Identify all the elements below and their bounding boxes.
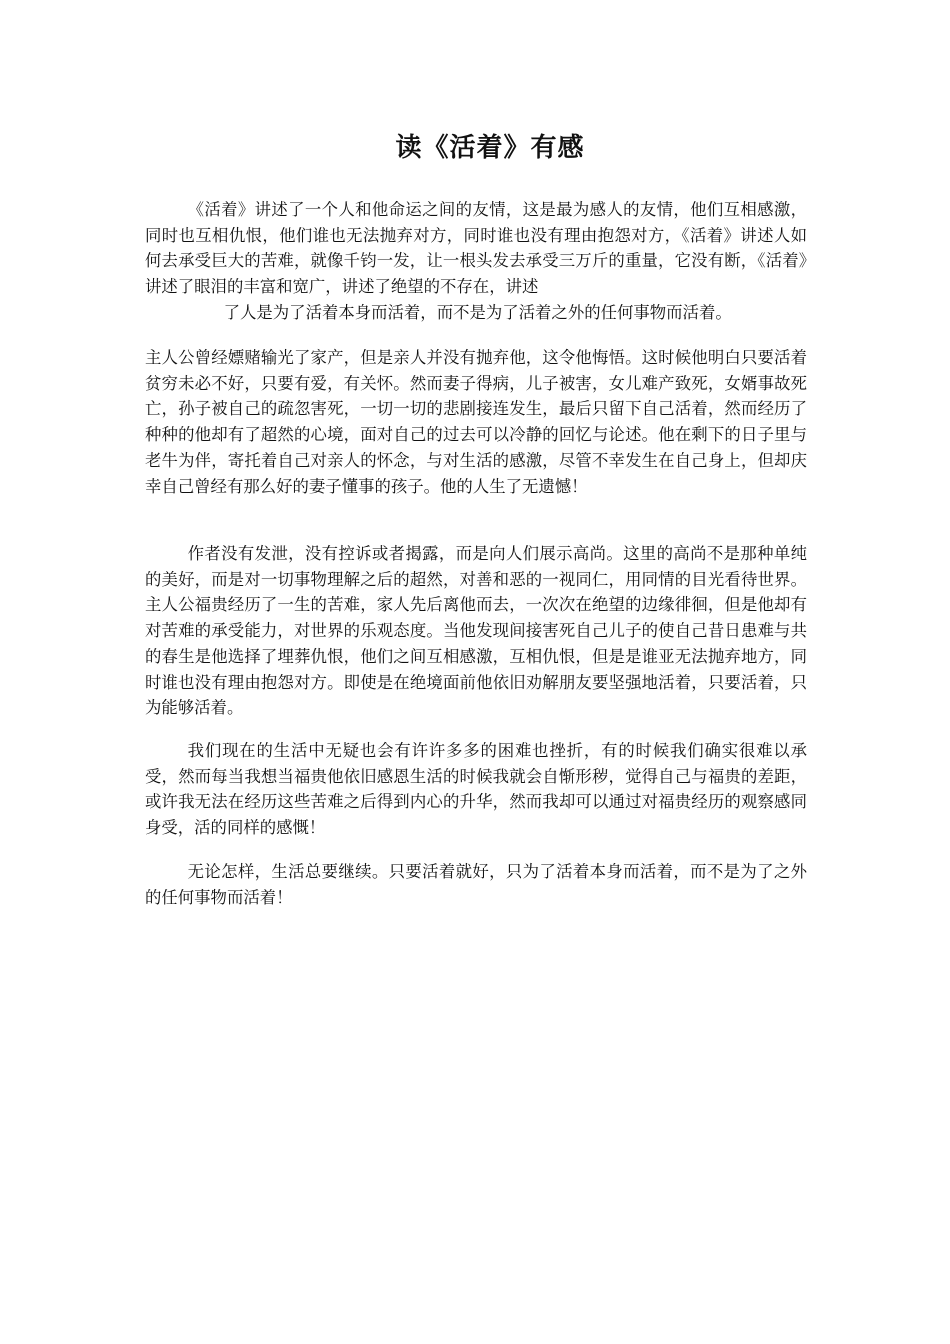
paragraph-1-last-line: 了人是为了活着本身而活着，而不是为了活着之外的任何事物而活着。 bbox=[223, 302, 732, 322]
paragraph-5: 无论怎样，生活总要继续。只要活着就好，只为了活着本身而活着，而不是为了之外的任何事物而活着！ bbox=[145, 862, 807, 907]
paragraph-4: 我们现在的生活中无疑也会有许许多多的困难也挫折，有的时候我们确实很难以承受，然而每当我想当福贵他依旧感恩生活的时候我就会自惭形秽，觉得自己与福贵的差距，或许我无法在经历这些苦难之后得到内心的升华，然而我却可以通过对福贵经历的观察感同身受，活的同样的感慨！ bbox=[145, 741, 807, 838]
paragraph-2: 主人公曾经嫖赌输光了家产，但是亲人并没有抛弃他，这令他悔悟。这时候他明白只要活着贫穷未必不好，只要有爱，有关怀。然而妻子得病，儿子被害，女儿难产致死，女婿事故死亡，孙子被自己的疏忽害死，一切一切的悲剧接连发生，最后只留下自己活着，然而经历了种种的他却有了超然的心境，面对自己的过去可以冷静的回忆与论述。他在剩下的日子里与老牛为伴，寄托着自己对亲人的怀念，与对生活的感激，尽管不幸发生在自己身上，但却庆幸自己曾经有那么好的妻子懂事的孩子。他的人生了无遗憾！ bbox=[145, 348, 807, 496]
paragraph-1-text: 《活着》讲述了一个人和他命运之间的友情，这是最为感人的友情，他们互相感激，同时也互相仇恨，他们谁也无法抛弃对方，同时谁也没有理由抱怨对方，《活着》讲述人如何去承受巨大的苦难，就像千钧一发，让一根头发去承受三万斤的重量，它没有断，《活着》讲述了眼泪的丰富和宽广，讲述了绝望的不存在，讲述 bbox=[145, 200, 807, 297]
paragraph-1 bbox=[145, 197, 807, 326]
paragraph-3: 作者没有发泄，没有控诉或者揭露，而是向人们展示高尚。这里的高尚不是那种单纯的美好，而是对一切事物理解之后的超然，对善和恶的一视同仁，用同情的目光看待世界。主人公福贵经历了一生的苦难，家人先后离他而去，一次次在绝望的边缘徘徊，但是他却有对苦难的承受能力，对世界的乐观态度。当他发现间接害死自己儿子的使自己昔日患难与共的春生是他选择了埋葬仇恨，他们之间互相感激，互相仇恨，但是是谁亚无法抛弃地方，同时谁也没有理由抱怨对方。即使是在绝境面前他依旧劝解朋友要坚强地活着，只要活着，只为能够活着。 bbox=[145, 544, 807, 718]
document-title: 读《活着》有感 bbox=[395, 133, 585, 163]
